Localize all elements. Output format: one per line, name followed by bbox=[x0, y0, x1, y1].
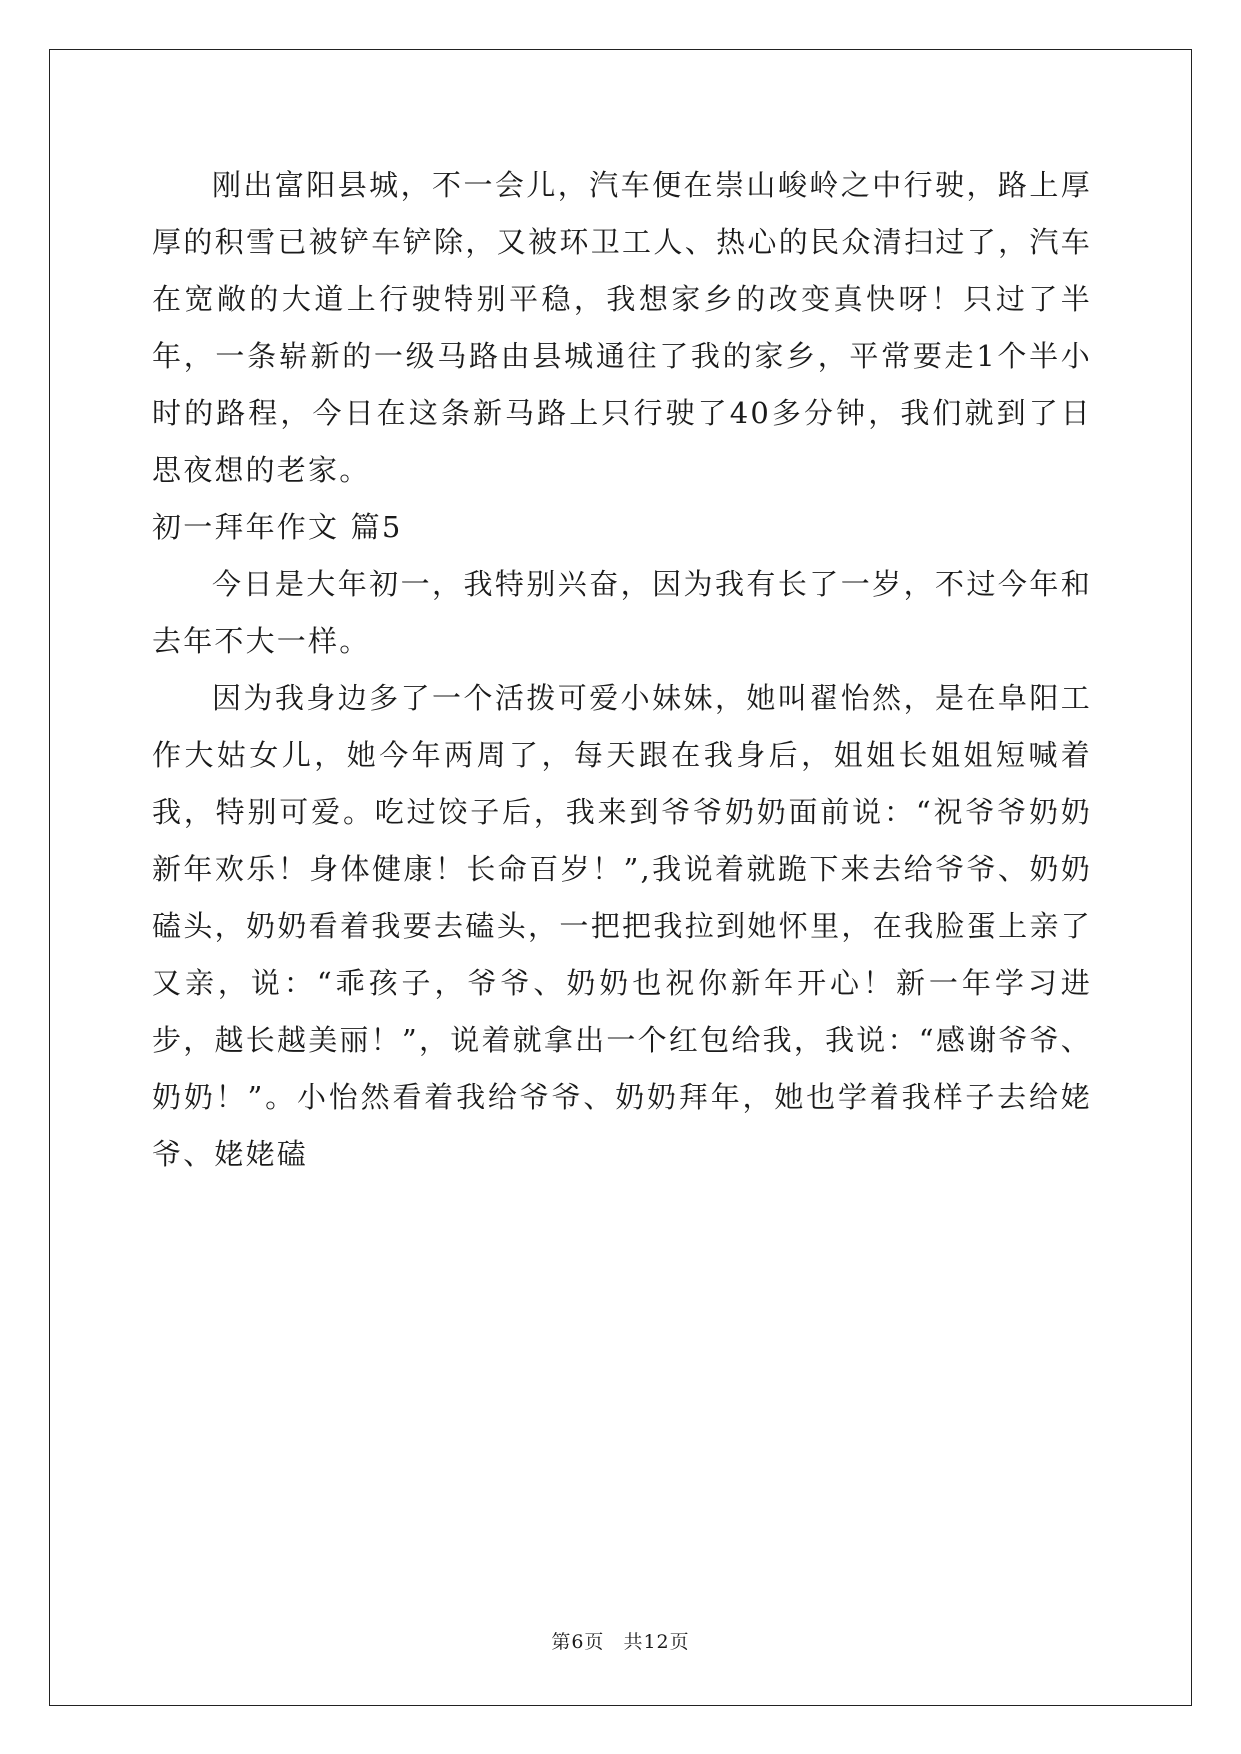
section-title: 初一拜年作文 篇5 bbox=[152, 510, 403, 544]
page-total: 共12页 bbox=[623, 1631, 690, 1653]
page-number: 第6页 bbox=[551, 1631, 605, 1653]
paragraph-1: 今日是大年初一，我特别兴奋，因为我有长了一岁，不过今年和去年不大一样。 bbox=[152, 567, 1092, 658]
document-body bbox=[152, 157, 1092, 1183]
paragraph-2: 因为我身边多了一个活拨可爱小妹妹，她叫翟怡然，是在阜阳工作大姑女儿，她今年两周了，每天跟在我身后，姐姐长姐姐短喊着我，特别可爱。吃过饺子后，我来到爷爷奶奶面前说：“祝爷爷奶奶新年欢乐！身体健康！长命百岁！”,我说着就跪下来去给爷爷、奶奶磕头，奶奶看着我要去磕头，一把把我拉到她怀里，在我脸蛋上亲了又亲，说：“乖孩子，爷爷、奶奶也祝你新年开心！新一年学习进步，越长越美丽！”，说着就拿出一个红包给我，我说：“感谢爷爷、奶奶！”。小怡然看着我给爷爷、奶奶拜年，她也学着我样子去给姥爷、姥姥磕 bbox=[152, 681, 1092, 1171]
paragraph-intro: 刚出富阳县城，不一会儿，汽车便在崇山峻岭之中行驶，路上厚厚的积雪已被铲车铲除，又被环卫工人、热心的民众清扫过了，汽车在宽敞的大道上行驶特别平稳，我想家乡的改变真快呀！只过了半年，一条崭新的一级马路由县城通往了我的家乡，平常要走1个半小时的路程，今日在这条新马路上只行驶了40多分钟，我们就到了日思夜想的老家。 bbox=[152, 168, 1092, 487]
page-footer bbox=[0, 1627, 1241, 1654]
